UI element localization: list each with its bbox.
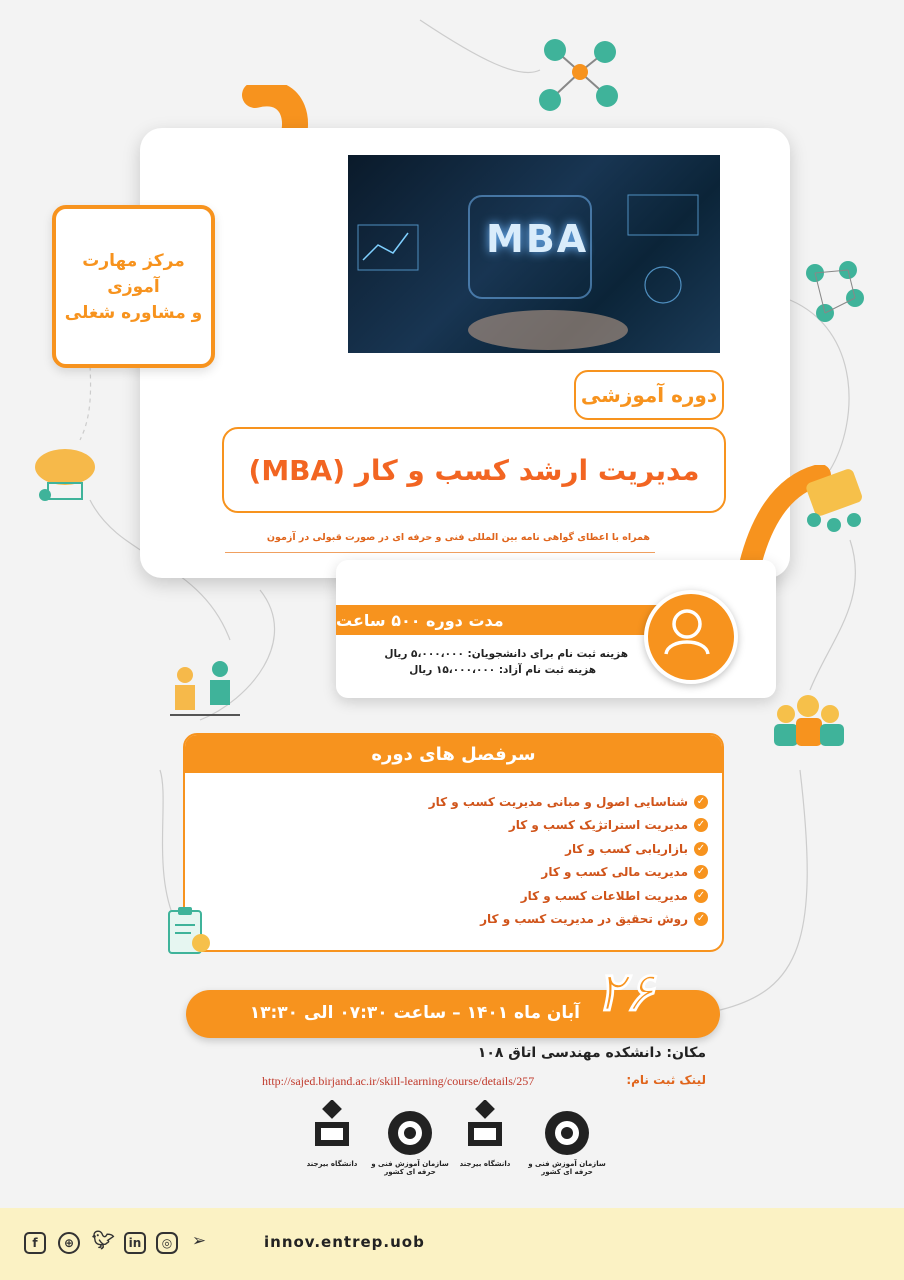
- birjand-university-logo: دانشگاه بیرجند: [455, 1100, 515, 1168]
- network-people-icon: [535, 30, 625, 115]
- twitter-icon[interactable]: 🐦︎: [92, 1230, 115, 1251]
- location-text: مکان: دانشکده مهندسی اتاق ۱۰۸: [477, 1045, 706, 1061]
- telegram-icon[interactable]: ➢: [191, 1231, 207, 1251]
- tvto-emblem-icon: [380, 1108, 440, 1158]
- mba-banner-image: [348, 155, 720, 353]
- check-icon: ✓: [694, 865, 708, 879]
- linkedin-icon[interactable]: in: [124, 1232, 146, 1254]
- course-title: مدیریت ارشد کسب و کار (MBA): [222, 427, 726, 513]
- syllabus-list: [429, 790, 708, 931]
- team-network-icon: [800, 258, 870, 328]
- group-people-icon: [768, 692, 848, 752]
- check-icon: ✓: [694, 889, 708, 903]
- list-item: ✓ بازاریابی کسب و کار: [429, 837, 708, 861]
- user-icon: [648, 594, 726, 672]
- fee-students: هزینه ثبت نام برای دانشجویان: ۵،۰۰۰،۰۰۰ ریال: [384, 648, 628, 660]
- facebook-icon[interactable]: f: [24, 1232, 46, 1254]
- birjand-emblem-icon: [460, 1100, 510, 1158]
- course-type-label: دوره آموزشی: [574, 370, 724, 420]
- list-item: ✓ مدیریت مالی کسب و کار: [429, 861, 708, 885]
- list-item: ✓ شناسایی اصول و مبانی مدیریت کسب و کار: [429, 790, 708, 814]
- check-icon: ✓: [694, 842, 708, 856]
- duration-text: مدت دوره ۵۰۰ ساعت: [336, 610, 504, 630]
- fee-public: هزینه ثبت نام آزاد: ۱۵،۰۰۰،۰۰۰ ریال: [409, 664, 596, 676]
- tvto-emblem-icon: [537, 1108, 597, 1158]
- syllabus-heading: سرفصل های دوره: [185, 735, 722, 773]
- birjand-university-logo: دانشگاه بیرجند: [302, 1100, 362, 1168]
- list-item: ✓ مدیریت اطلاعات کسب و کار: [429, 884, 708, 908]
- mba-banner-text: MBA: [486, 217, 589, 261]
- syllabus-box: [183, 733, 724, 952]
- registration-label: لینک ثبت نام:: [626, 1073, 706, 1087]
- date-day: ۲۶: [596, 960, 655, 1023]
- brain-gear-icon: [30, 445, 100, 505]
- website-handle[interactable]: innov.entrep.uob: [264, 1233, 425, 1251]
- skills-center-logo: [52, 205, 215, 368]
- globe-icon[interactable]: ⊕: [58, 1232, 80, 1254]
- check-icon: ✓: [694, 912, 708, 926]
- meeting-people-icon: [165, 655, 245, 725]
- registration-link[interactable]: http://sajed.birjand.ac.ir/skill-learning/course/details/257: [262, 1074, 535, 1088]
- tvto-logo: سازمان آموزش فنی و حرفه ای کشور: [522, 1108, 612, 1176]
- date-time-text: آبان ماه ۱۴۰۱ – ساعت ۰۷:۳۰ الی ۱۳:۳۰: [249, 1003, 580, 1023]
- check-icon: ✓: [694, 818, 708, 832]
- divider: [225, 552, 655, 553]
- center-name-line2: و مشاوره شغلی: [64, 302, 203, 323]
- teamwork-hands-icon: [794, 465, 874, 540]
- avatar: [644, 590, 738, 684]
- certificate-note: همراه با اعطای گواهی نامه بین المللی فنی و حرفه ای در صورت قبولی در آزمون: [266, 532, 650, 543]
- clipboard-check-icon: [165, 905, 215, 957]
- check-icon: ✓: [694, 795, 708, 809]
- instagram-icon[interactable]: ◎: [156, 1232, 178, 1254]
- tvto-logo: سازمان آموزش فنی و حرفه ای کشور: [365, 1108, 455, 1176]
- center-name-line1: مرکز مهارت آموزی: [82, 250, 185, 297]
- list-item: ✓ روش تحقیق در مدیریت کسب و کار: [429, 908, 708, 932]
- list-item: ✓ مدیریت استراتژیک کسب و کار: [429, 814, 708, 838]
- birjand-emblem-icon: [307, 1100, 357, 1158]
- course-duration: [336, 605, 666, 635]
